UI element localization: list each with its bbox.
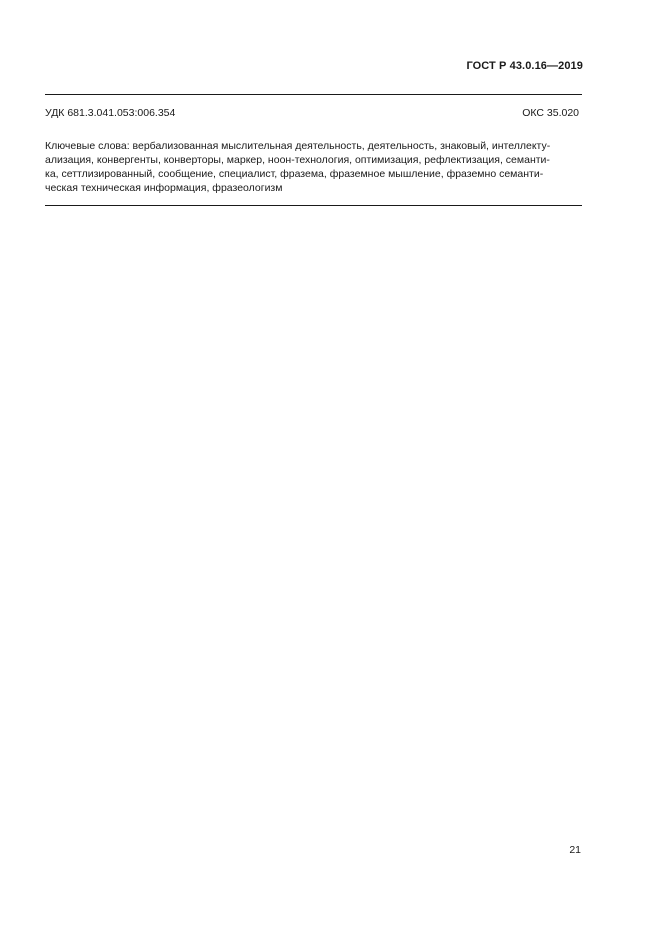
- keywords-line: ализация, конвергенты, конверторы, маркер, ноон-технология, оптимизация, рефлектизация, семанти-: [45, 154, 550, 166]
- keywords-line: ческая техническая информация, фразеологизм: [45, 182, 283, 194]
- keywords-line: ка, сеттлизированный, сообщение, специалист, фразема, фраземное мышление, фраземно семанти-: [45, 168, 544, 180]
- top-divider: [45, 94, 582, 95]
- page-number: 21: [569, 844, 581, 856]
- keywords-block: [45, 139, 585, 195]
- udc-code: УДК 681.3.041.053:006.354: [45, 107, 176, 119]
- keywords-line: Ключевые слова: вербализованная мыслительная деятельность, деятельность, знаковый, интеллекту-: [45, 140, 551, 152]
- standard-code: ГОСТ Р 43.0.16—2019: [466, 60, 583, 72]
- oks-code: ОКС 35.020: [522, 107, 579, 119]
- bottom-divider: [45, 205, 582, 206]
